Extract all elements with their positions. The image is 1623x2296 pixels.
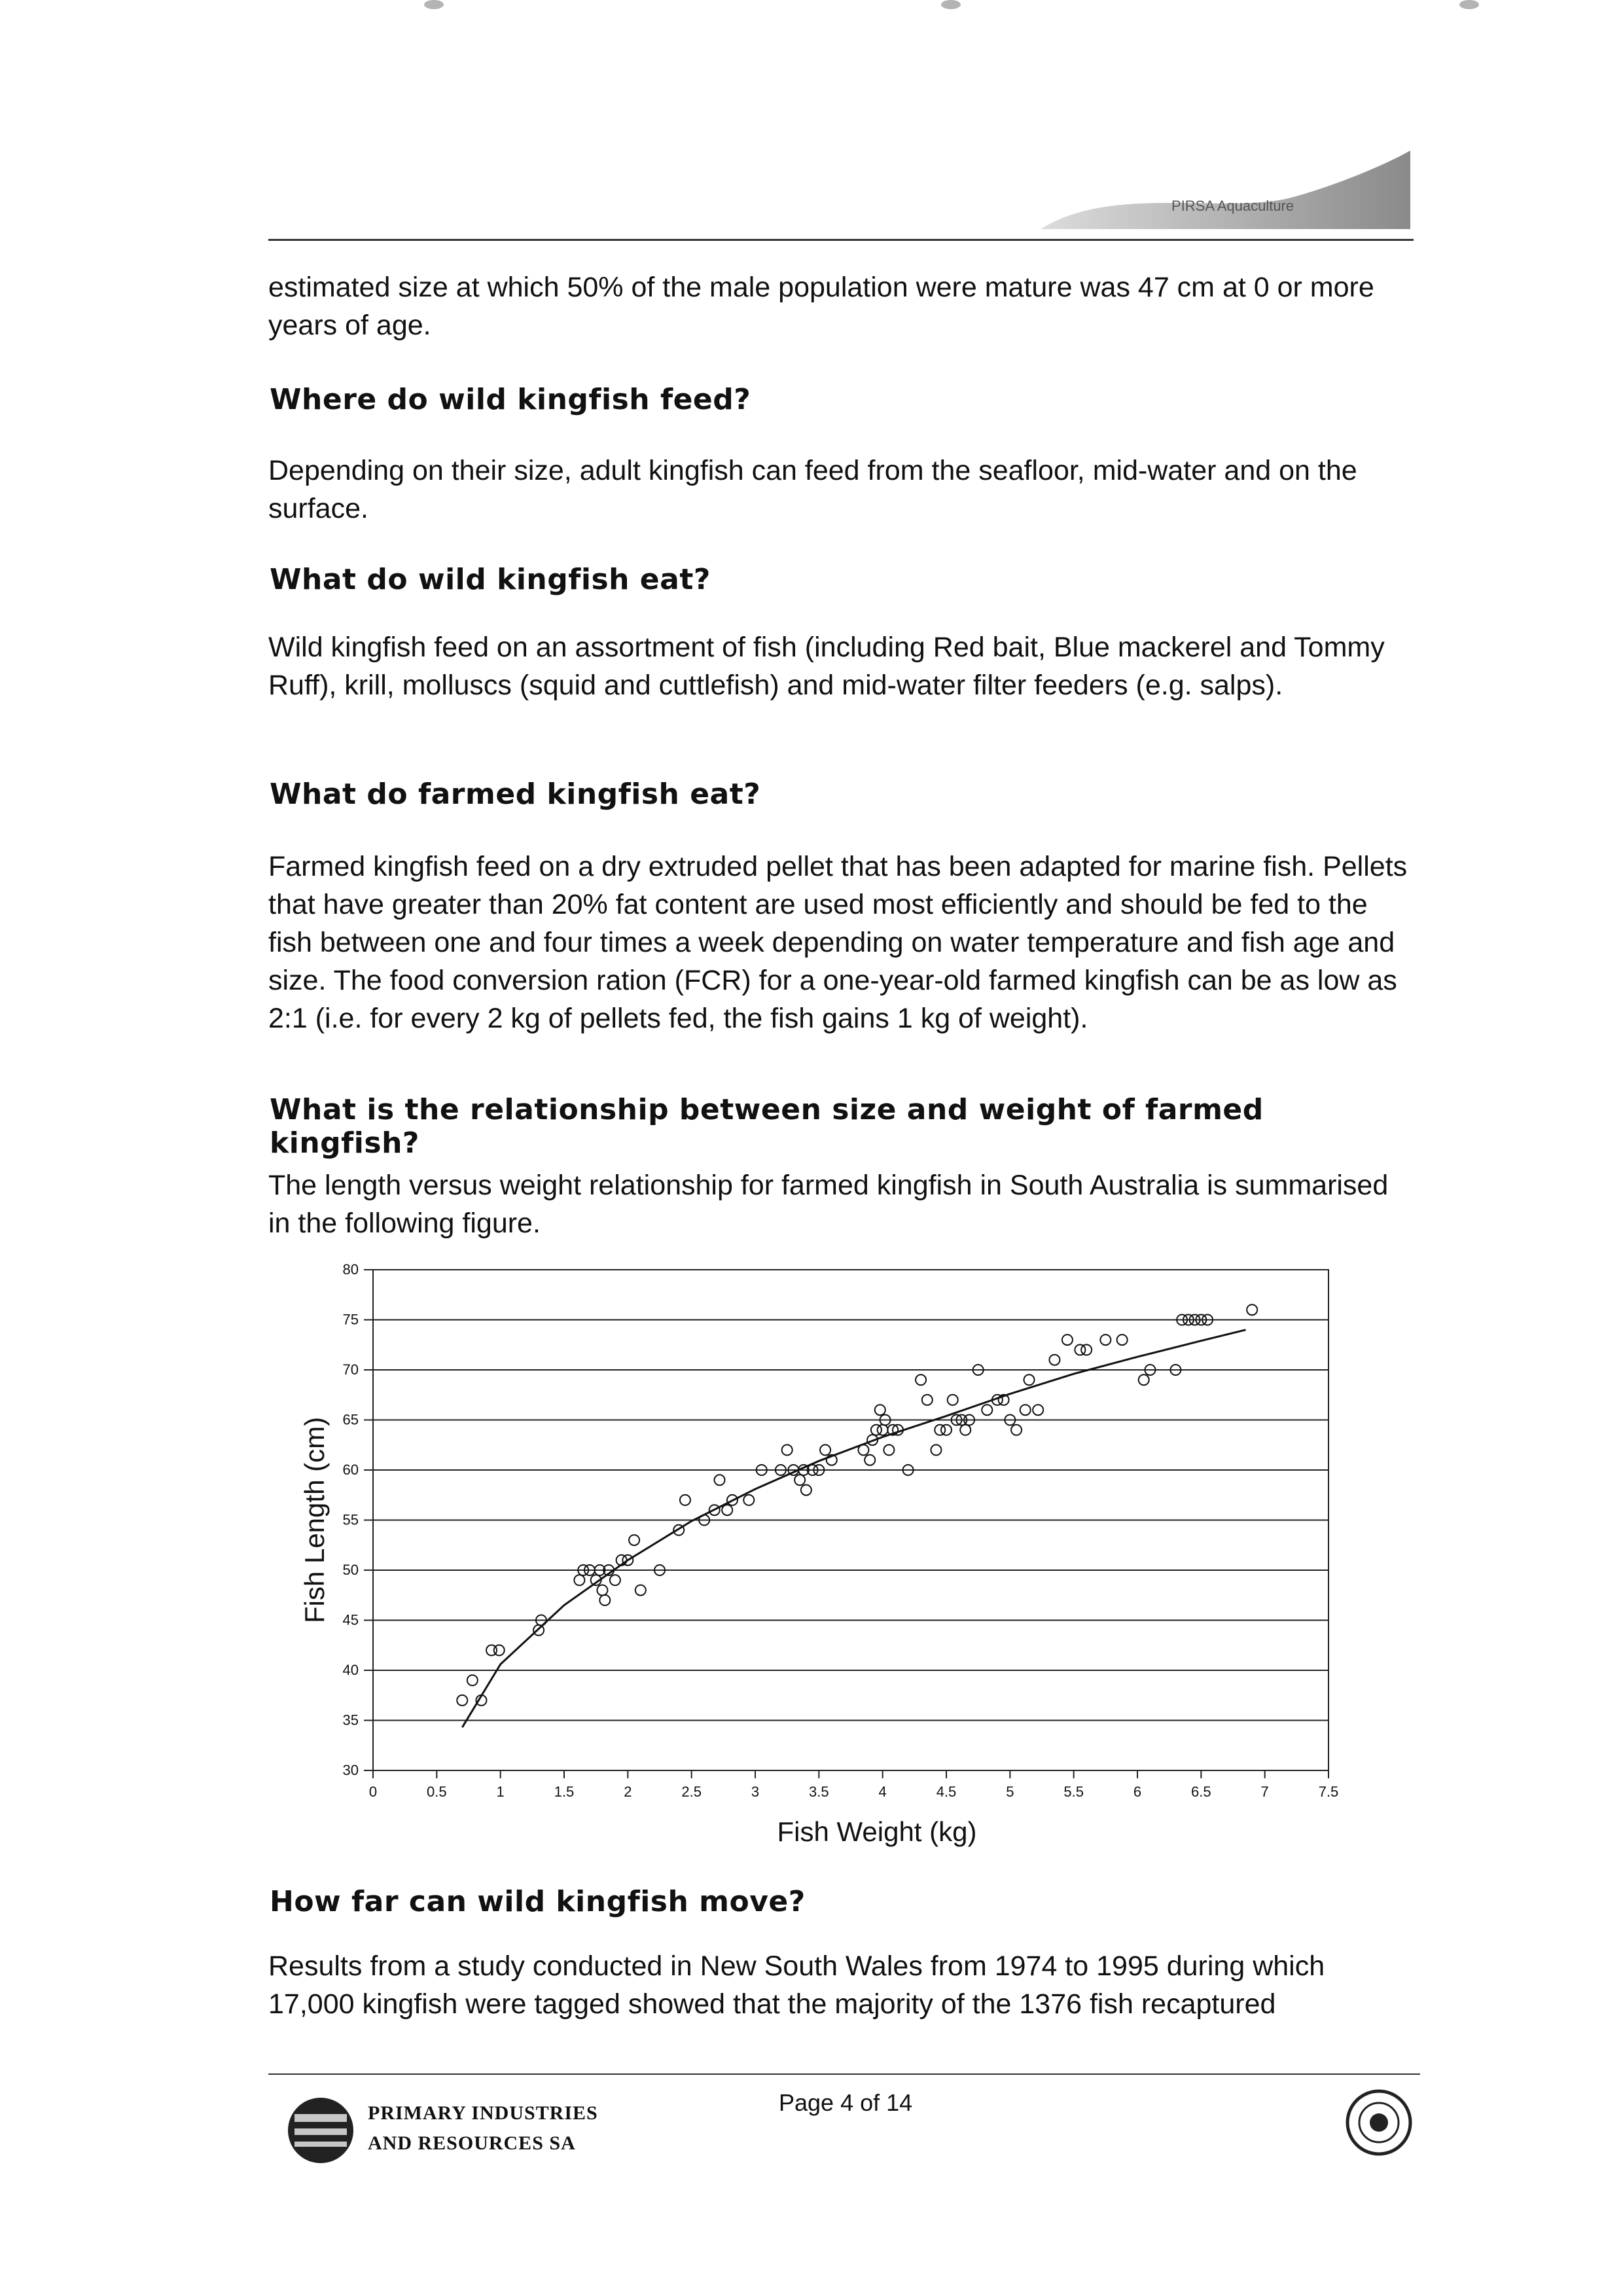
data-point <box>922 1395 933 1405</box>
data-point <box>494 1645 505 1655</box>
x-tick-label: 0.5 <box>427 1784 447 1800</box>
x-tick-label: 6.5 <box>1191 1784 1211 1800</box>
data-point <box>948 1395 958 1405</box>
data-point <box>858 1444 868 1455</box>
y-tick-label: 70 <box>342 1361 359 1378</box>
data-point <box>597 1585 607 1596</box>
data-point <box>574 1575 584 1585</box>
y-tick-label: 55 <box>342 1511 359 1528</box>
header-banner-text: PIRSA Aquaculture <box>1171 198 1294 214</box>
data-point <box>960 1425 971 1435</box>
data-point <box>1033 1405 1043 1415</box>
y-tick-label: 45 <box>342 1611 359 1628</box>
paragraph-maturity: estimated size at which 50% of the male population were mature was 47 cm at 0 or more years of age. <box>268 272 1374 341</box>
header-banner <box>1034 144 1414 236</box>
data-point <box>1081 1344 1092 1355</box>
scan-mark <box>424 0 444 9</box>
data-point <box>743 1495 754 1505</box>
trend-line <box>462 1330 1245 1727</box>
data-point <box>714 1475 724 1485</box>
data-point <box>1049 1355 1060 1365</box>
data-point <box>1075 1344 1085 1355</box>
paragraph-size-weight: The length versus weight relationship for farmed kingfish in South Australia is summarised in the following figure. <box>268 1170 1389 1239</box>
x-tick-label: 2 <box>624 1784 632 1800</box>
heading-movement: How far can wild kingfish move? <box>270 1885 806 1918</box>
data-point <box>883 1444 894 1455</box>
heading-where-feed: Where do wild kingfish feed? <box>270 383 751 416</box>
data-point <box>1247 1304 1257 1315</box>
x-tick-label: 2.5 <box>681 1784 702 1800</box>
footer-rule <box>268 2073 1420 2075</box>
data-point <box>1062 1335 1073 1345</box>
data-point <box>610 1575 620 1585</box>
data-point <box>629 1535 639 1545</box>
x-tick-label: 7.5 <box>1318 1784 1339 1800</box>
y-tick-label: 35 <box>342 1712 359 1729</box>
data-point <box>457 1695 467 1706</box>
page-number: Page 4 of 14 <box>779 2089 913 2116</box>
data-point <box>865 1455 875 1465</box>
x-tick-label: 7 <box>1260 1784 1269 1800</box>
data-point <box>1139 1374 1149 1385</box>
footer-logo-line1: PRIMARY INDUSTRIES <box>368 2102 598 2124</box>
footer-logo-line2: AND RESOURCES SA <box>368 2132 576 2154</box>
length-weight-chart <box>281 1257 1355 1859</box>
data-point <box>1024 1374 1035 1385</box>
data-point <box>1011 1425 1022 1435</box>
data-point <box>635 1585 646 1596</box>
x-tick-label: 1.5 <box>554 1784 575 1800</box>
data-point <box>878 1425 888 1435</box>
paragraph-movement: Results from a study conducted in New South Wales from 1974 to 1995 during which 17,000 kingfish were tagged showed that the majority of the 1376 fish recaptured <box>268 1950 1325 2020</box>
data-point <box>722 1505 732 1515</box>
data-point <box>1117 1335 1128 1345</box>
heading-what-eat: What do wild kingfish eat? <box>270 563 711 596</box>
x-axis-title: Fish Weight (kg) <box>777 1816 977 1847</box>
data-point <box>782 1444 793 1455</box>
x-tick-label: 5.5 <box>1063 1784 1084 1800</box>
x-tick-label: 1 <box>496 1784 505 1800</box>
south-australia-seal <box>1343 2087 1415 2159</box>
data-point <box>599 1595 610 1605</box>
x-tick-label: 0 <box>368 1784 378 1800</box>
x-tick-label: 4 <box>878 1784 887 1800</box>
y-tick-label: 50 <box>342 1562 359 1578</box>
y-tick-label: 80 <box>342 1261 359 1278</box>
x-tick-label: 3 <box>751 1784 760 1800</box>
y-tick-label: 30 <box>342 1762 359 1778</box>
data-point <box>820 1444 830 1455</box>
scan-mark <box>1459 0 1479 9</box>
data-point <box>680 1495 690 1505</box>
data-point <box>916 1374 926 1385</box>
chart-svg <box>281 1257 1355 1859</box>
x-tick-label: 5 <box>1006 1784 1014 1800</box>
paragraph-what-eat: Wild kingfish feed on an assortment of fish (including Red bait, Blue mackerel and Tommy Ruff), krill, molluscs (squid and cuttlefish) and mid-water filter feeders (e.g. salps). <box>268 632 1385 701</box>
data-point <box>982 1405 992 1415</box>
data-point <box>875 1405 885 1415</box>
y-tick-label: 75 <box>342 1311 359 1328</box>
data-point <box>1100 1335 1111 1345</box>
data-point <box>794 1475 805 1485</box>
x-tick-label: 4.5 <box>936 1784 957 1800</box>
y-tick-label: 60 <box>342 1462 359 1478</box>
y-axis-title: Fish Length (cm) <box>299 1416 330 1624</box>
data-point <box>1020 1405 1031 1415</box>
scan-mark <box>941 0 961 9</box>
data-point <box>801 1485 812 1496</box>
x-tick-label: 3.5 <box>809 1784 829 1800</box>
pirsa-logo <box>281 2094 360 2166</box>
paragraph-farmed-eat: Farmed kingfish feed on a dry extruded pellet that has been adapted for marine fish. Pellets that have greater than 20% fat content are used most efficiently and should be fed to the fish between one and four times a week depending on water temperature and fish age and size. The food conversion ration (FCR) for a one-year-old farmed kingfish can be as low as 2:1 (i.e. for every 2 kg of pellets fed, the fish gains 1 kg of weight). <box>268 851 1408 1034</box>
heading-size-weight: What is the relationship between size and weight of farmed kingfish? <box>270 1093 1264 1160</box>
data-point <box>941 1425 952 1435</box>
data-point <box>533 1625 544 1636</box>
paragraph-where-feed: Depending on their size, adult kingfish can feed from the seafloor, mid-water and on the surface. <box>268 455 1357 524</box>
header-rule <box>268 239 1414 241</box>
data-point <box>871 1425 882 1435</box>
data-point <box>935 1425 945 1435</box>
x-tick-label: 6 <box>1133 1784 1142 1800</box>
y-tick-label: 40 <box>342 1662 359 1678</box>
data-point <box>467 1675 478 1685</box>
heading-farmed-eat: What do farmed kingfish eat? <box>270 778 761 811</box>
y-tick-label: 65 <box>342 1411 359 1428</box>
data-point <box>931 1444 941 1455</box>
